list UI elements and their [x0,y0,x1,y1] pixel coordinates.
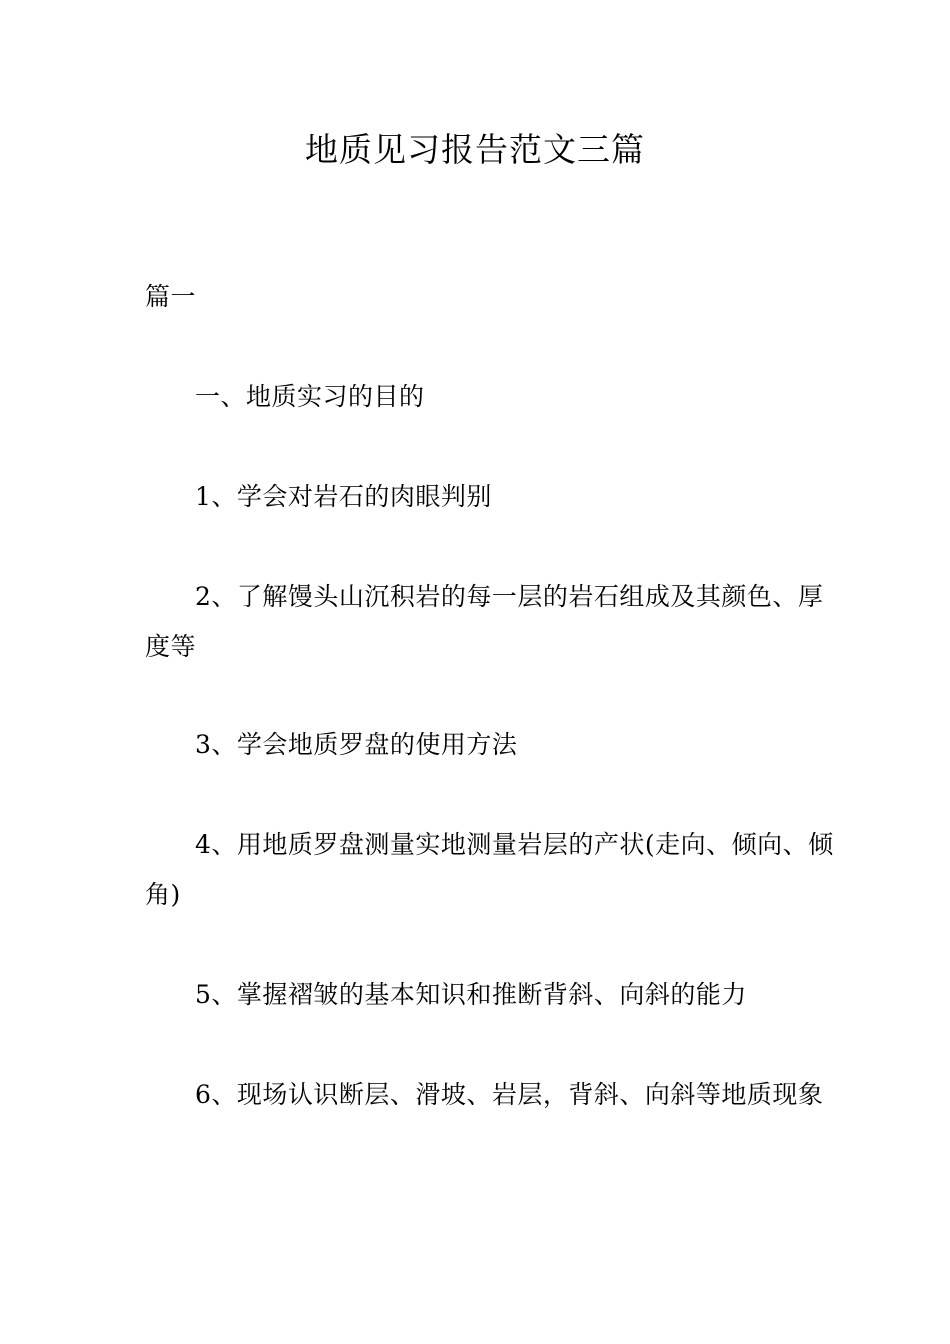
paragraph: 一、地质实习的目的 [195,382,425,411]
paragraph: 2、了解馒头山沉积岩的每一层的岩石组成及其颜色、厚度等 [145,582,824,661]
paragraph: 5、掌握褶皱的基本知识和推断背斜、向斜的能力 [195,980,747,1009]
paragraph: 6、现场认识断层、滑坡、岩层，背斜、向斜等地质现象 [195,1080,824,1109]
paragraph: 1、学会对岩石的肉眼判别 [195,482,492,511]
paragraph: 4、用地质罗盘测量实地测量岩层的产状(走向、倾向、倾角) [145,830,834,909]
paragraph: 3、学会地质罗盘的使用方法 [195,730,518,759]
document-title: 地质见习报告范文三篇 [305,130,645,169]
section-label: 篇一 [145,282,197,311]
